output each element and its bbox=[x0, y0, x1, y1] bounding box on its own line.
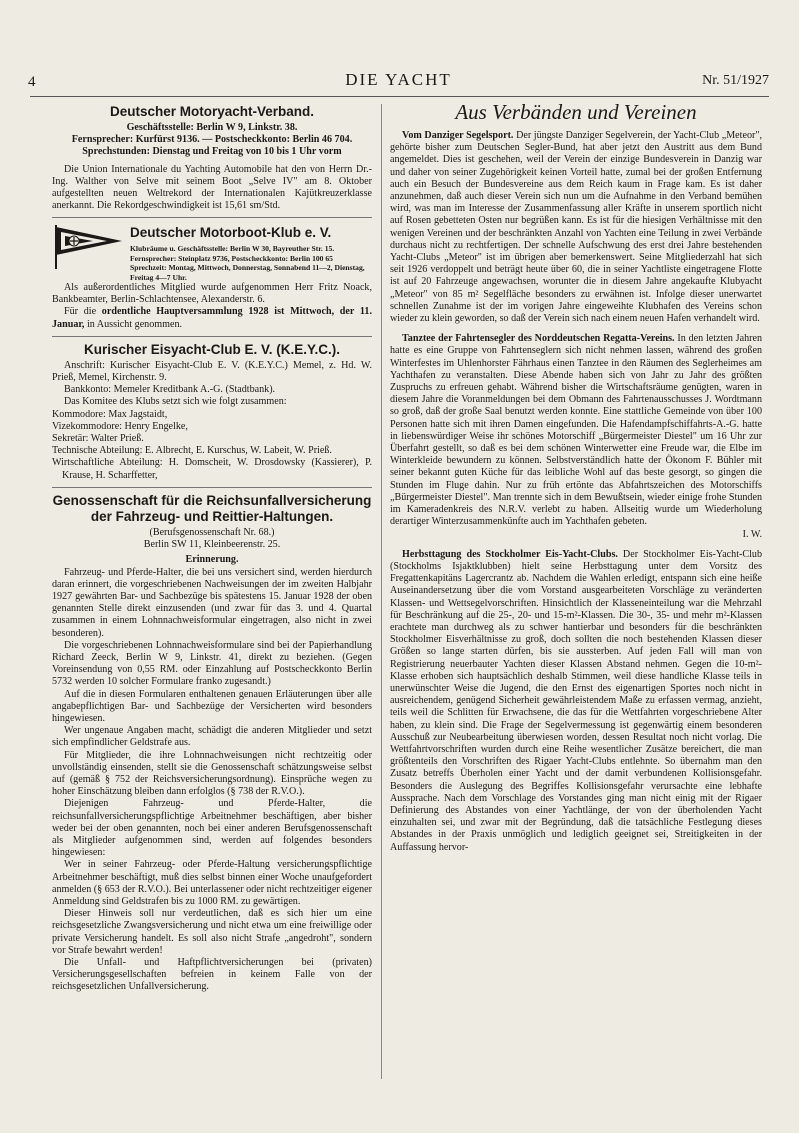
dmk-title: Deutscher Motorboot-Klub e. V. bbox=[130, 225, 332, 241]
gen-paragraph: Wer in seiner Fahrzeug- oder Pferde-Haltung versicherungspflichtige Arbeitnehmer beschäftigt, muß dies selbst binnen einer Woche unaufgefordert anmelden (§ 653 der R.V.O.). Bei unterlassener oder nicht rechtzeitiger eigener Anmeldung sind Geldstrafen bis zu 1000 RM. zu gewärtigen. bbox=[52, 859, 372, 907]
section-dmv bbox=[52, 104, 372, 218]
dmk-rooms: Klubräume u. Geschäftsstelle: Berlin W 30, Bayreuther Str. 15. bbox=[130, 244, 335, 254]
article-lead: Vom Danziger Segelsport. bbox=[402, 130, 514, 141]
keyc-committee-list bbox=[52, 409, 372, 482]
dmk-assembly-notice: Für die ordentliche Hauptversammlung 1928 ist Mittwoch, der 11. Januar, in Aussicht genommen. bbox=[52, 306, 372, 330]
dmv-hours: Sprechstunden: Dienstag und Freitag von 10 bis 1 Uhr vorm bbox=[82, 146, 342, 158]
club-burgee-icon bbox=[52, 223, 124, 269]
gen-address: Berlin SW 11, Kleinbeerenstr. 25. bbox=[143, 539, 281, 551]
gen-paragraph: Die vorgeschriebenen Lohnnachweisformulare sind bei der Papierhandlung Richard Zeeck, Berlin W 9, Linkstr. 41, direkt zu beziehen. (Gegen Voreinsendung von 0,55 RM. oder Einzahlung auf Postscheckkonto Berlin 5732 werden 10 solcher Formulare franko zugesandt.) bbox=[52, 639, 372, 688]
gen-paragraph: Dieser Hinweis soll nur verdeutlichen, daß es sich hier um eine reichsgesetzliche Zwangsversicherung und nicht etwa um eine freiwillige oder private Versicherung handelt. Es soll also nicht Strafe „angedroht", sondern vor Strafe bewahrt werden! bbox=[52, 908, 372, 956]
article-text: Der Stockholmer Eis-Yacht-Club (Stockholms Isjaktklubben) hielt seine Herbsttagung unter dem Vorsitz des Fregattenkapitäns Lagercrantz ab. Nachdem die Wahlen erledigt, entspann sich eine heiße Auseinandersetzung über die vom Vorstand ausgearbeiteten Vorschläge zu veränderten Klassen- und Wettsegelvorschriften. Hinsichtlich der Klasseneinteilung war die Mehrzahl für Beschränkung auf die 25-, 20- und 15-m²-Klassen. Die 30-, 35- und mehr m²-Klassen erachtete man durchweg als zu schwer hantierbar und besonders für die beschränkten Stockholmer Eisverhältnisse zu groß, doch sollten die noch bestehenden Klassen dieser Größen so lange starten dürfen, bis sie aussterben. Auf jeden Fall will man von Registrierung neuerbauter Yachten dieser Klassen Abstand nehmen. Gegen die 10-m²-Klasse erhoben sich hauptsächlich deshalb Stimmen, weil diese handliche Klasse teils in unerwünschter Weise die Jugend, die den Ernst des eigenartigen Sportes noch nicht in ausreichendem, genügend Sicherheit gewährleistendem Maße zu erfassen vermag, anzieht, teils weil die Schlitten für Erwachsene, die das für die Wettfahrten vorgeschriebene Alter haben, zu klein sind. Die Frage der Segelvermessung ist gegenwärtig einem besonderen Ausschuß zur Neubearbeitung überwiesen worden, dessen Resultat noch nicht vorlag. Die Wettfahrtvorschriften wurden durch eine Reihe wesentlicher Zusätze bereichert, die man größtenteils den Vorschriften des Rigaer Yacht-Clubs entlehnte. So übernahm man den Zusatz betreffs Überholen einer Yacht und der damit verbundenen Kollisionsgefahr. Besonders die Auslegung des Begriffes Kollisionsgefahr verursachte eine lebhafte Aussprache. Nach dem Vorschlage des Vorstandes ging man nicht einig mit der Rigaer Definierung des Abstandes von einer Yachtlänge, der von der überholenden Yacht einzuhalten sei, und zwar mit der Begründung, daß die tatsächliche Festlegung dieses Abstandes in der Praxis unmöglich und lediglich geeignet sei, Streitigkeiten in der Auffassung hervor- bbox=[390, 548, 762, 853]
keyc-intro: Das Komitee des Klubs setzt sich wie folgt zusammen: bbox=[64, 396, 287, 408]
gen-paragraph: Diejenigen Fahrzeug- und Pferde-Halter, die reichsunfallversicherungspflichtige Arbeitnehmer beschäftigen, aber bisher weder bei der oben genannten, noch bei einer anderen Berufsgenossenschaft als Mitglieder aufgenommen sind, werden auf folgendes besonders hingewiesen: bbox=[52, 798, 372, 859]
gen-title-line1: Genossenschaft für die Reichsunfallversicherung bbox=[52, 492, 372, 508]
list-item: Technische Abteilung: E. Albrecht, E. Kurschus, W. Labeit, W. Prieß. bbox=[52, 445, 332, 457]
article-text: In den letzten Jahren hatte es eine Gruppe von Fahrtenseglern sich nicht nehmen lassen, während des großen Winterfestes im Uhlenhorster Fährhaus einen Tanztee in den Räumen des Seglerheimes am Yachthafen zu veranstalten. Diese Abende haben sich von Jahr zu Jahr des größten Zuspruchs zu erfreuen gehabt. Während bisher die Wirtschaftsräume genügten, waren in diesem Jahre die Voranmeldungen bei dem Obmann des Fahrtenausschusses J. Wordtmann so groß, daß der große Saal benutzt werden konnte. Eine stattliche Gemeinde von über 100 Personen hatte sich mit ihren Damen eingefunden. Die Hafendampfschiffahrts-A.-G. hatte in liebenswürdiger Weise ihr schönes Motorschiff „Bürgermeister Diestel" um 16 Uhr zur Überfahrt gestellt, so daß es bei dem schönen Winterwetter eine Freude war, die Elbe im Winterkleide bewundern zu können. Selbstverständlich hatte der Ökonom F. Bühler mit seiner bekannt guten Küche für das leibliche Wohl auf das beste gesorgt, so gingen die Stunden im Fluge dahin. Nur zu früh ertönte das Abfahrtszeichen des Motorschiffs „Bürgermeister Diestel". Man trennte sich in dem Bewußtsein, wieder einige frohe Stunden im Kameradenkreis des N.R.V. verlebt zu haben. Allseitig wurde um Wiederholung derartiger Winterzusammenkünfte auch im Yachthafen gebeten. bbox=[390, 333, 763, 528]
gen-paragraph: Auf die in diesen Formularen enthaltenen genauen Erläuterungen über alle angabepflichtigen Bar- und Sachbezüge der Versicherten wird besonders hingewiesen. bbox=[52, 688, 372, 724]
gen-paragraph: Für Mitglieder, die ihre Lohnnachweisungen nicht rechtzeitig oder unvollständig einsenden, stellt sie die Genossenschaft schätzungsweise selbst auf (gemäß § 752 der Reichsversicherungsordnung). Einsprüche wegen zu hoher Einschätzung bleiben dann erfolglos (§ 738 der R.V.O.). bbox=[52, 749, 372, 798]
dmk-hours: Sprechzeit: Montag, Mittwoch, Donnerstag, Sonnabend 11—2, Dienstag, Freitag 4—7 Uhr. bbox=[130, 263, 365, 282]
article-danzig bbox=[390, 130, 762, 325]
list-item: Sekretär: Walter Prieß. bbox=[52, 433, 144, 445]
page-number: 4 bbox=[28, 74, 36, 90]
section-title: Aus Verbänden und Vereinen bbox=[455, 100, 697, 124]
gen-paragraph: Fahrzeug- und Pferde-Halter, die bei uns versichert sind, werden hierdurch daran erinnert, die vorgeschriebenen Nachweisungen der im zweiten Halbjahr 1927 gewährten Bar- und Sachbezüge bis spätestens 15. Januar 1928 der oben genannten Stelle direkt einzusenden (und zwar für das 3. und 4. Quartal zusammen in einem Lohnnachweisformular eingetragen, also nicht in zwei besonderen). bbox=[52, 566, 372, 639]
list-item: Vizekommodore: Henry Engelke, bbox=[52, 420, 188, 432]
right-column bbox=[390, 100, 762, 862]
gen-paragraph: Wer ungenaue Angaben macht, schädigt die anderen Mitglieder und setzt sich empfindlicher Geldstrafe aus. bbox=[52, 725, 372, 749]
keyc-bank: Bankkonto: Memeler Kreditbank A.-G. (Stadtbank). bbox=[64, 384, 276, 396]
section-genossenschaft bbox=[52, 493, 372, 999]
dmv-office: Geschäftsstelle: Berlin W 9, Linkstr. 38. bbox=[126, 122, 298, 133]
magazine-title: DIE YACHT bbox=[345, 70, 452, 89]
dmv-phone: Fernsprecher: Kurfürst 9136. — Postscheckkonto: Berlin 46 704. bbox=[71, 134, 353, 146]
article-lead: Herbsttagung des Stockholmer Eis-Yacht-Clubs. bbox=[402, 548, 618, 560]
dmk-phone: Fernsprecher: Steinplatz 9736, Postscheckkonto: Berlin 100 65 bbox=[130, 253, 333, 263]
article-lead: Tanztee der Fahrtensegler des Norddeutschen Regatta-Vereins. bbox=[402, 333, 675, 345]
article-stockholm bbox=[390, 549, 762, 854]
left-column bbox=[52, 100, 372, 1004]
article-signature: I. W. bbox=[742, 528, 762, 540]
gen-heading: Erinnerung. bbox=[185, 554, 239, 566]
page-header bbox=[28, 70, 769, 94]
keyc-title: Kurischer Eisyacht-Club E. V. (K.E.Y.C.). bbox=[83, 341, 341, 357]
keyc-address: Anschrift: Kurischer Eisyacht-Club E. V. (K.E.Y.C.) Memel, z. Hd. W. Prieß, Memel, Kirchenstr. 9. bbox=[52, 359, 372, 384]
gen-title-line2: der Fahrzeug- und Reittier-Haltungen. bbox=[90, 508, 334, 524]
column-divider bbox=[381, 104, 382, 1079]
dmk-member-notice: Als außerordentliches Mitglied wurde aufgenommen Herr Fritz Noack, Bankbeamter, Berlin-Schlachtensee, Alexanderstr. 6. bbox=[52, 282, 372, 306]
gen-subtitle: (Berufsgenossenschaft Nr. 68.) bbox=[149, 526, 275, 538]
article-tanztee bbox=[390, 333, 762, 540]
gen-paragraph: Die Unfall- und Haftpflichtversicherungen bei (privaten) Versicherungsgesellschaften befreien in keinem Falle von der reichsgesetzlichen Unfallversicherung. bbox=[52, 957, 372, 993]
dmv-body: Die Union Internationale du Yachting Automobile hat den von Herrn Dr.-Ing. Walther von Selve mit seinem Boot „Selve IV" am 8. Oktober aufgestellten neuen Weltrekord der Internationalen Kajütkreuzerklasse anerkannt. Die Rekordgeschwindigkeit ist 15,61 sm/Std. bbox=[52, 163, 372, 212]
article-text: Der jüngste Danziger Segelverein, der Yacht-Club „Meteor", gehörte bisher zum Deutschen Segler-Bund, hat aber jetzt den Austritt aus dem Bund angemeldet. Dies ist geschehen, weil der Verein der einzige Bundesverein in Danzig war und daher von seiner Zugehörigkeit keinen Vorteil hatte, zumal bei der großen Entfernung auch ein Besuch der Bundesvereine aus dem Reich kaum in Frage kam. Es ist daher anzunehmen, daß auch dieser Verein sich nun um die Aufnahme in den Verband bemühen wird, was man im Interesse der Zusammenfassung aller Kräfte in unserem sportlich nicht auf Rosen gebetteten Osten nur begrüßen kann. Es ist für die hiesigen Verhältnisse mit den wenigen Vereinen und der beschränkten Anzahl von Yachten eine Teilung in zwei Verbände durchaus nicht zu rechtfertigen. Der schnelle Aufschwung des erst drei Jahre bestehenden Yacht-Clubs „Meteor" ist im übrigen aber bemerkenswert. Seine Mitgliederzahl hat sich seit 1926 verdoppelt und beträgt heute über 60, die in seiner Yachtliste eingetragene Flotte ist auf 20 Fahrzeuge angewachsen, worunter die in diesem Jahre angekaufte Klubyacht „Meteor" von 85 m² Segelfläche besonders zu erwähnen ist. Infolge dieser unerwartet schnellen Zunahme ist der im vorigen Jahre eingeweihte Klubhafen des Vereins schon wieder zu klein geworden, so daß der Verein sich nach einem neuen Hafen verhandelt wird. bbox=[390, 130, 762, 325]
section-dmk bbox=[52, 223, 372, 336]
list-item: Kommodore: Max Jagstaidt, bbox=[52, 408, 168, 420]
issue-number: Nr. 51/1927 bbox=[702, 73, 769, 88]
section-keyc bbox=[52, 342, 372, 488]
header-rule bbox=[30, 96, 769, 97]
dmv-title: Deutscher Motoryacht-Verband. bbox=[109, 104, 315, 119]
list-item: Wirtschaftliche Abteilung: H. Domscheit, W. Drosdowsky (Kassierer), P. Krause, H. Scharffetter, bbox=[52, 457, 372, 481]
